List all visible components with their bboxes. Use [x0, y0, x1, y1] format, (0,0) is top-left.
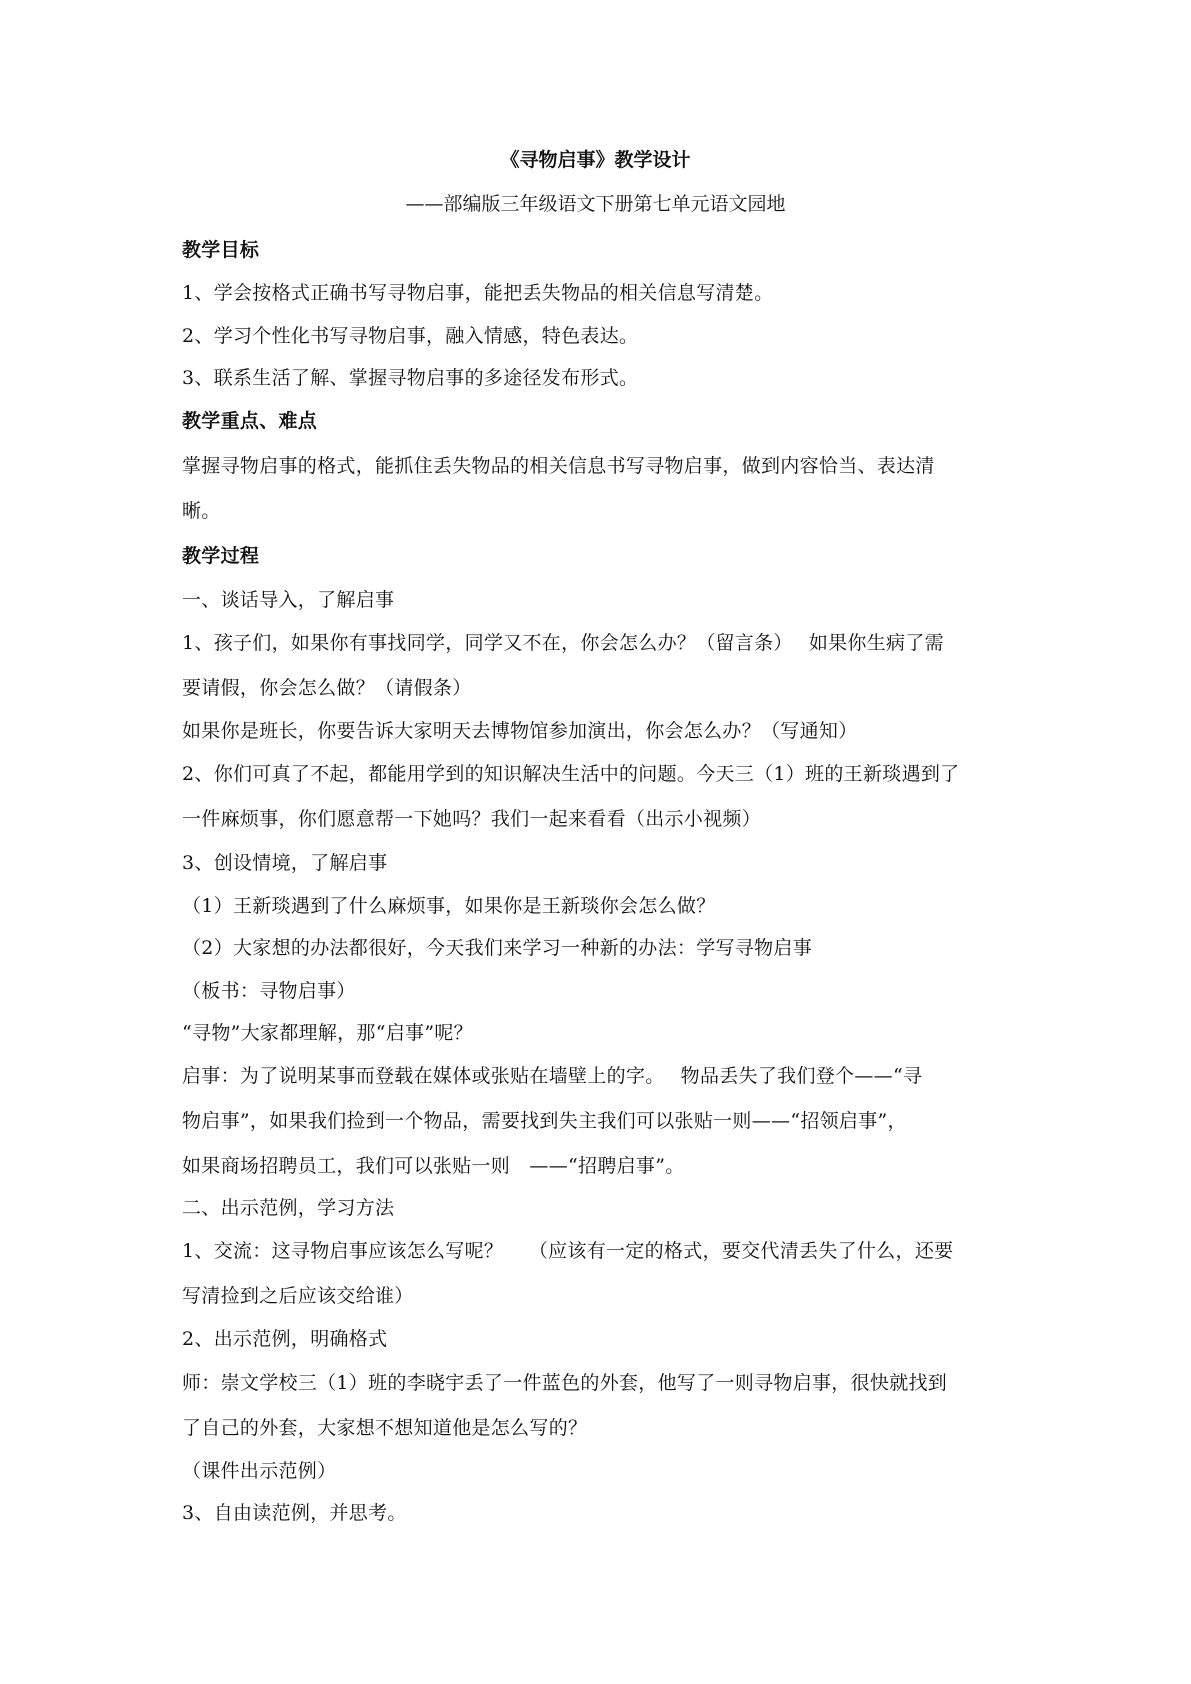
heading-teaching-process: 教学过程: [182, 545, 260, 567]
paragraph-line: 3、创设情境，了解启事: [182, 852, 388, 874]
paragraph-line: 了自己的外套，大家想不想知道他是怎么写的？: [182, 1417, 588, 1439]
document-title: 《寻物启事》教学设计: [500, 149, 691, 171]
paragraph-line: 如果你是班长，你要告诉大家明天去博物馆参加演出，你会怎么办？（写通知）: [182, 720, 858, 742]
paragraph-line: 3、联系生活了解、掌握寻物启事的多途径发布形式。: [182, 367, 639, 389]
paragraph-line: 3、自由读范例，并思考。: [182, 1502, 407, 1524]
paragraph-line: 师：崇文学校三（1）班的李晓宇丢了一件蓝色的外套，他写了一则寻物启事，很快就找到: [182, 1372, 948, 1394]
paragraph-line: 一、谈话导入，了解启事: [182, 589, 395, 611]
heading-teaching-goals: 教学目标: [182, 239, 260, 261]
paragraph-line: 启事：为了说明某事而登载在媒体或张贴在墙壁上的字。 物品丢失了我们登个——“寻: [182, 1065, 923, 1087]
paragraph-line: 物启事”，如果我们捡到一个物品，需要找到失主我们可以张贴一则——“招领启事”，: [182, 1110, 907, 1132]
paragraph-line: 如果商场招聘员工，我们可以张贴一则 ——“招聘启事”。: [182, 1155, 685, 1177]
paragraph-line: （板书：寻物启事）: [182, 980, 356, 1002]
document-subtitle: ——部编版三年级语文下册第七单元语文园地: [405, 193, 786, 215]
paragraph-line: （1）王新琰遇到了什么麻烦事，如果你是王新琰你会怎么做？: [182, 895, 716, 917]
paragraph-line: 要请假，你会怎么做？（请假条）: [182, 677, 472, 699]
paragraph-line: 1、学会按格式正确书写寻物启事，能把丢失物品的相关信息写清楚。: [182, 282, 774, 304]
paragraph-line: 1、孩子们，如果你有事找同学，同学又不在，你会怎么办？（留言条） 如果你生病了需: [182, 632, 944, 654]
paragraph-line: 2、学习个性化书写寻物启事，融入情感，特色表达。: [182, 325, 639, 347]
paragraph-line: 写清捡到之后应该交给谁）: [182, 1285, 414, 1307]
paragraph-line: 一件麻烦事，你们愿意帮一下她吗？我们一起来看看（出示小视频）: [182, 808, 762, 830]
paragraph-line: 晰。: [182, 500, 221, 522]
paragraph-line: 2、出示范例，明确格式: [182, 1328, 388, 1350]
paragraph-line: 1、交流：这寻物启事应该怎么写呢？ （应该有一定的格式，要交代清丢失了什么，还要: [182, 1240, 954, 1262]
paragraph-line: “寻物”大家都理解，那“启事”呢？: [182, 1022, 473, 1044]
paragraph-line: （课件出示范例）: [182, 1460, 337, 1482]
paragraph-line: 2、你们可真了不起，都能用学到的知识解决生活中的问题。今天三（1）班的王新琰遇到了: [182, 763, 960, 785]
heading-key-points: 教学重点、难点: [182, 410, 318, 432]
paragraph-line: （2）大家想的办法都很好，今天我们来学习一种新的办法：学写寻物启事: [182, 937, 812, 959]
paragraph-line: 掌握寻物启事的格式，能抓住丢失物品的相关信息书写寻物启事，做到内容恰当、表达清: [182, 455, 935, 477]
paragraph-line: 二、出示范例，学习方法: [182, 1197, 395, 1219]
